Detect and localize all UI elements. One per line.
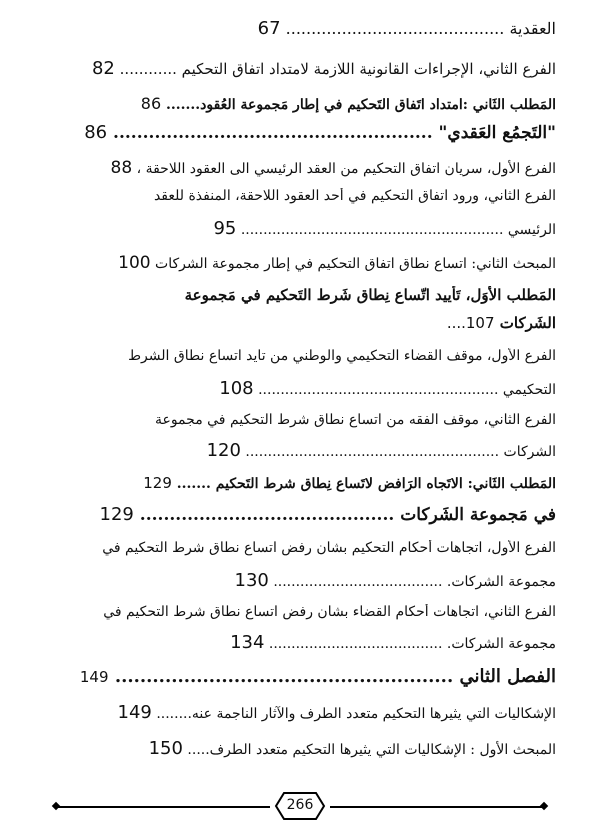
page-number: 266	[286, 797, 314, 813]
toc-entry-text: الإشكاليات التي يثيرها التحكيم متعدد الطرف والآثار الناجمة عنه........	[156, 706, 556, 722]
toc-line	[46, 94, 556, 120]
toc-entry-text: المَطلب الثَاني :امتداد اتَفاق التَحكيم في إطار مَجموعة العُقود.......	[166, 97, 556, 113]
toc-entry-text: مجموعة الشركات. ......................................	[273, 574, 556, 590]
toc-page-number: 86	[140, 94, 162, 113]
toc-line	[46, 253, 556, 281]
toc-entry-text: المبحث الثاني: اتساع نطاق اتفاق التحكيم في إطار مجموعة الشركات	[155, 256, 556, 272]
toc-line	[46, 314, 556, 340]
toc-entry-text: الرئيسي ...........................................................	[240, 222, 556, 238]
toc-line	[46, 218, 556, 248]
toc-entry-text: المَطلب الثَاني: الاتَجاه الرَافض لاتَساع نِطاق شرط التَحكيم .......	[176, 476, 556, 492]
toc-line	[46, 348, 556, 376]
toc-line	[46, 666, 556, 698]
toc-page-number: 130	[234, 570, 269, 591]
toc-entry-text: الشَركات	[499, 314, 556, 332]
toc-page-number: 108	[219, 378, 254, 399]
toc-page-number: 149	[117, 702, 152, 723]
toc-page-number: 149	[79, 668, 109, 686]
toc-line	[46, 58, 556, 88]
toc-page-number: 95	[213, 218, 237, 239]
toc-entry-text: المَطلب الأوَل، تَأييد اتّساع نِطاق شَرط التَحكيم في مَجموعة	[184, 286, 556, 304]
toc-entry-text: الفصل الثاني ......................................................	[114, 666, 556, 687]
toc-entry-text: الفرع الأول، اتجاهات أحكام التحكيم بشان رفض اتساع نطاق شرط التحكيم في	[102, 540, 556, 556]
toc-line	[46, 286, 556, 314]
toc-line	[46, 504, 556, 536]
toc-entry-text: الفرع الأول، سريان اتفاق التحكيم من العقد الرئيسي الى العقود اللاحقة ،	[136, 161, 556, 177]
toc-line	[46, 122, 556, 154]
toc-entry-text: العقدية ...........................................	[285, 19, 556, 38]
toc-entry-text: الشركات .........................................................	[245, 444, 556, 460]
toc-entry-text: التحكيمي ......................................................	[258, 382, 556, 398]
toc-line	[46, 738, 556, 768]
toc-entry-text: الفرع الثاني، ورود اتفاق التحكيم في أحد العقود اللاحقة، المنفذة للعقد	[153, 188, 556, 204]
toc-entry-text: في مَجموعة الشَركات ...........................................	[139, 505, 556, 525]
toc-line	[46, 632, 556, 662]
page-number-badge	[274, 791, 326, 821]
toc-page-number: 134	[230, 632, 265, 653]
toc-page-number: 86	[84, 122, 108, 143]
toc-page-number: 150	[148, 738, 183, 759]
toc-page-number: 82	[91, 58, 115, 79]
toc-entry-text: الفرع الثاني، اتجاهات أحكام القضاء بشان رفض اتساع نطاق شرط التحكيم في	[103, 604, 556, 620]
toc-page-number: 100	[118, 253, 151, 273]
toc-page-number: 129	[143, 474, 172, 492]
toc-entry-text: الفرع الثاني، الإجراءات القانونية اللازمة لامتداد اتفاق التحكيم ............	[119, 60, 556, 78]
toc-line	[46, 18, 556, 48]
footer-rule-left	[56, 806, 270, 808]
toc-page-number: 88	[110, 158, 133, 178]
toc-entry-text: "التَجمُع العَقدي" ......................................................	[113, 123, 556, 143]
toc-entry-text: الفرع الثاني، موقف الفقه من اتساع نطاق شرط التحكيم في مجموعة	[154, 412, 556, 428]
toc-page-number: 107....	[446, 314, 495, 332]
toc-line	[46, 158, 556, 186]
diamond-ornament-right-icon	[540, 802, 548, 810]
toc-line	[46, 702, 556, 730]
toc-page-number: 120	[206, 440, 241, 461]
toc-line	[46, 540, 556, 568]
toc-page-number: 129	[99, 504, 134, 525]
toc-line	[46, 474, 556, 502]
toc-line	[46, 412, 556, 440]
toc-line	[46, 378, 556, 408]
footer-rule-right	[330, 806, 544, 808]
diamond-ornament-left-icon	[52, 802, 60, 810]
toc-entry-text: المبحث الأول : الإشكاليات التي يثيرها التحكيم متعدد الطرف.....	[187, 742, 556, 758]
toc-page-number: 67	[257, 18, 281, 39]
toc-line	[46, 570, 556, 600]
toc-entry-text: الفرع الأول، موقف القضاء التحكيمي والوطني من تايد اتساع نطاق الشرط	[128, 348, 556, 364]
toc-line	[46, 604, 556, 632]
toc-line	[46, 440, 556, 470]
toc-line	[46, 188, 556, 216]
toc-entry-text: مجموعة الشركات. .......................................	[268, 636, 556, 652]
